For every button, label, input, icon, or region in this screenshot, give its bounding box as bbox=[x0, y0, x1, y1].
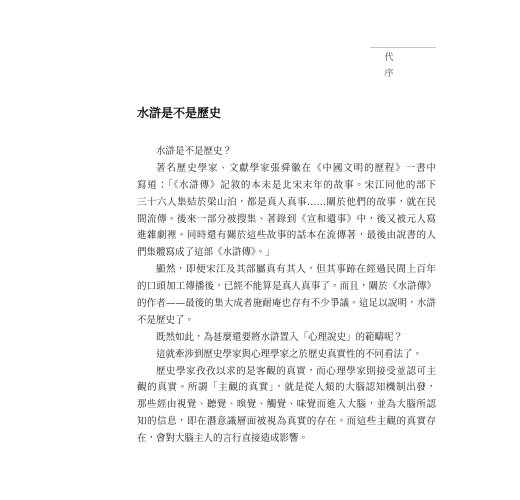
body-line: 的作者——最後的集大成者施耐庵也存有不少爭議。這足以說明，水滸 bbox=[137, 298, 436, 310]
body-line: 的口頭加工傳播後，已經不能算是真人真事了。而且，關於《水滸傳》 bbox=[137, 281, 436, 293]
paragraph bbox=[137, 364, 436, 448]
body-line: 這就牽涉到歷史學家與心理學家之於歷史真實性的不同看法了。 bbox=[156, 348, 423, 360]
body-line: 在，會對大腦主人的言行直接造成影響。 bbox=[137, 433, 309, 445]
running-header bbox=[383, 50, 395, 82]
body-text bbox=[137, 144, 436, 448]
body-line: 不是歷史了。 bbox=[137, 314, 195, 326]
body-line: 顯然，即便宋江及其部屬真有其人，但其事跡在經過民間上百年 bbox=[156, 264, 436, 276]
paragraph bbox=[137, 161, 436, 262]
body-line: 間流傳。後來一部分被搜集、著錄到《宣和遺事》中，後又被元人寫 bbox=[137, 213, 436, 225]
body-line: 既然如此，為甚麼還要將水滸置入「心理說史」的範疇呢？ bbox=[156, 331, 404, 343]
running-header-char: 代 bbox=[384, 53, 394, 63]
running-header-rule bbox=[370, 47, 436, 48]
paragraph bbox=[137, 330, 436, 347]
body-line: 觀的真實。所謂「主觀的真實」，就是從人類的大腦認知機制出發， bbox=[137, 382, 436, 394]
body-line: 們集體寫成了這部《水滸傳》。」 bbox=[137, 247, 275, 259]
paragraph bbox=[137, 144, 436, 161]
section-title: 水滸是不是歷史 bbox=[137, 106, 222, 120]
body-line: 三十六人集結於梁山泊，都是真人真事……關於他們的故事，就在民 bbox=[137, 196, 436, 208]
body-line: 歷史學家孜孜以求的是客觀的真實，而心理學家則接受並認可主 bbox=[156, 365, 436, 377]
paragraph bbox=[137, 347, 436, 364]
body-line: 寫道：「《水滸傳》記敘的本末是北宋末年的故事。宋江同他的部下 bbox=[137, 179, 436, 191]
body-line: 水滸是不是歷史？ bbox=[156, 146, 233, 157]
body-line: 進雜劇裡。同時還有關於這些故事的話本在流傳著，最後由說書的人 bbox=[137, 230, 436, 242]
running-header-char: 序 bbox=[384, 69, 394, 79]
body-line: 那些經由視覺、聽覺、嗅覺、觸覺、味覺而進入大腦，並為大腦所認 bbox=[137, 399, 436, 411]
paragraph bbox=[137, 262, 436, 330]
body-line: 著名歷史學家、文獻學家張舜徽在《中國文明的歷程》一書中 bbox=[156, 162, 436, 174]
body-line: 知的信息，即在潛意識層面被視為真實的存在。而這些主觀的真實存 bbox=[137, 416, 436, 428]
